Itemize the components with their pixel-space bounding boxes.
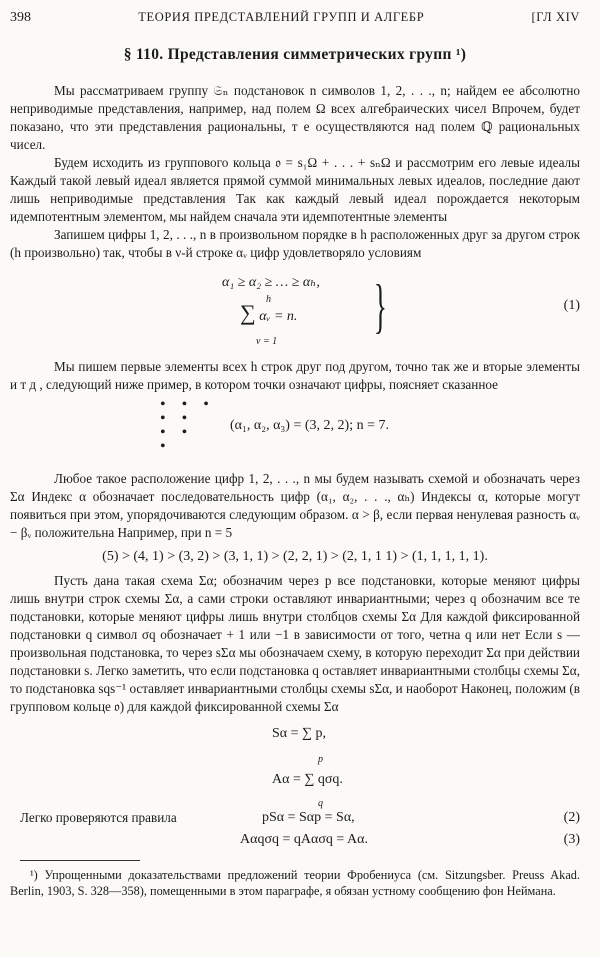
equation-number-1: (1)	[563, 298, 580, 313]
footnote-divider	[20, 860, 140, 861]
formula-1-sum-lower: ν = 1	[256, 336, 278, 347]
dot-row-3: • •	[160, 424, 194, 441]
formula-s-alpha-index: p	[318, 754, 323, 765]
equation-number-2: (2)	[563, 810, 580, 825]
paragraph-4: Мы пишем первые элементы всех h строк друг под другом, точно так же и вторые элементы и т д , следующий ниже пример, в котором точки означают цифры, поясняет сказанное	[10, 359, 580, 392]
equation-3: Aαqσq = qAασq = Aα.	[240, 832, 368, 847]
formula-1-sum-upper: h	[266, 294, 271, 305]
dot-diagram	[10, 398, 580, 460]
equation-2: pSα = Sαp = Sα,	[262, 810, 355, 825]
paragraph-2: Будем исходить из группового кольца 𝔬 = s₁Ω + . . . + sₙΩ и рассмотрим его левые идеалы Каждый такой левый идеал является прямой суммой минимальных левых идеалов, последние дают лишь неприводимые представления Так как каждый левый идеал порождается некоторым идемпотентным элементом, мы найдем сначала эти идемпотентные элементы	[10, 155, 580, 224]
paragraph-5: Любое такое расположение цифр 1, 2, . . ., n мы будем называть схемой и обозначать через Σα Индекс α обозначает последовательность цифр (α₁, α₂, . . ., αₕ) Индексы α, которые могут появиться при этом, упорядочиваются следующим образом. α > β, если первая ненулевая разность αᵥ − βᵥ положительна Например, при n = 5	[10, 471, 580, 540]
paragraph-6: Пусть дана такая схема Σα; обозначим через p все подстановки, которые меняют цифры лишь внутри строк схемы Σα, а сами строки оставляют инвариантными; через q обозначим все те подстановки, которые меняют цифры лишь внутри столбцов схемы Σα Для каждой фиксированной подстановки q символ σq обозначает + 1 или −1 в зависимости от того, четна q или нет Если s — произвольная подстановка, то через sΣα мы обозначаем схему, в которую переходит Σα при действии подстановки s. Легко заметить, что если подстановка q оставляет инвариантными столбцы схемы Σα, то подстановка sqs⁻¹ оставляет инвариантными столбцы схемы sΣα, и наоборот Наконец, положим (в групповом кольце 𝔬) для каждой фиксированной схемы Σα	[10, 573, 580, 714]
paragraph-1: Мы рассматриваем группу 𝔖ₙ подстановок n символов 1, 2, . . ., n; найдем ее абсолютно неприводимые представления, например, над полем Ω всех алгебраических чисел Впрочем, будет показано, что эти представления рациональны, т е осуществляются над полем ℚ рациональных чисел.	[10, 83, 580, 152]
dot-row-2: • •	[160, 410, 194, 427]
ordering-example: (5) > (4, 1) > (3, 2) > (3, 1, 1) > (2, 2, 1) > (2, 1, 1 1) > (1, 1, 1, 1, 1).	[102, 549, 488, 564]
formula-1-line-2	[240, 300, 297, 326]
footnote: ¹) Упрощенными доказательствами предложений теории Фробениуса (см. Sitzungsber. Preuss Akad. Berlin, 1903, S. 328—358), помещенными в этом параграфе, я обязан устному сообщению фон Неймана.	[10, 868, 580, 898]
rules-block	[10, 810, 580, 850]
dot-row-4: •	[160, 438, 172, 455]
formula-a-alpha: Aα = ∑ qσq.	[272, 772, 343, 787]
running-title: ТЕОРИЯ ПРЕДСТАВЛЕНИЙ ГРУПП И АЛГЕБР	[138, 10, 425, 24]
formula-s-alpha: Sα = ∑ p,	[272, 726, 326, 741]
chapter-label: [ГЛ XIV	[531, 10, 580, 24]
page-number: 398	[10, 10, 31, 25]
dot-diagram-expression: (α₁, α₂, α₃) = (3, 2, 2); n = 7.	[230, 418, 389, 433]
formula-1-line-1: α₁ ≥ α₂ ≥ … ≥ αₕ,	[222, 275, 320, 290]
section-title: § 110. Представления симметрических групп ¹)	[123, 46, 467, 63]
paragraph-3: Запишем цифры 1, 2, . . ., n в произвольном порядке в h расположенных друг за другом строк (h произвольно) так, чтобы в ν-й строке αᵥ цифр удовлетворяло условиям	[10, 227, 580, 260]
right-brace: }	[373, 273, 387, 339]
dot-row-1: • • •	[160, 396, 215, 413]
dot-columns	[160, 398, 215, 454]
running-header	[10, 10, 580, 30]
formula-1-sum-body: αᵥ = n.	[259, 309, 298, 324]
sum-symbol: ∑	[240, 300, 256, 325]
formula-a-alpha-index: q	[318, 798, 323, 809]
rules-label: Легко проверяются правила	[20, 810, 177, 825]
definition-formulas	[10, 720, 580, 809]
equation-number-3: (3)	[563, 832, 580, 847]
formula-1	[10, 268, 580, 352]
